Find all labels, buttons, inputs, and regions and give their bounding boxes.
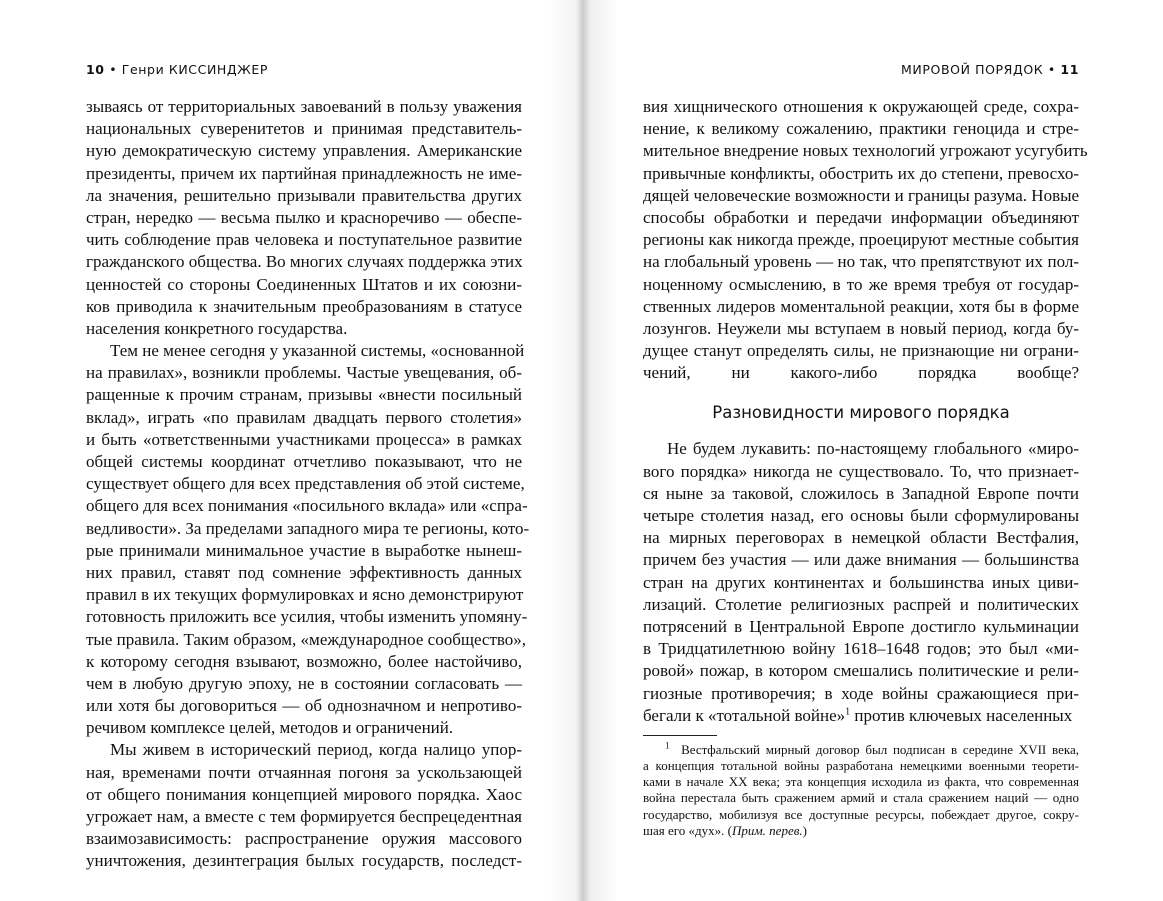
text-line: привычные конфликты, обострить их до степени, превосхо- <box>643 163 1079 183</box>
text-line: угрожает нам, а вместе с тем формируется беспрецедентная <box>86 807 522 826</box>
footnote-line: война перестала быть сражением армий и стала сражением наций — одно <box>643 790 1079 806</box>
text-line: ков приводила к значительным преобразованиям в статусе <box>86 296 522 316</box>
header-title: МИРОВОЙ ПОРЯДОК <box>901 62 1044 77</box>
text-line: и быть «ответственными участниками процесса» в рамках <box>86 429 522 449</box>
text-line: бегали к «тотальной войне»$^1$ против ключевых населенных <box>643 705 1073 725</box>
right-paragraph <box>643 96 1088 384</box>
text-line: ценностей со стороны Соединенных Штатов и их союзни- <box>86 274 522 294</box>
text-line: национальных суверенитетов и принимая представитель- <box>86 119 522 139</box>
section-heading: Разновидности мирового порядка <box>712 403 1010 423</box>
text-line: чить соблюдение прав человека и поступательное развитие <box>86 230 522 250</box>
left-page-number: 10 <box>86 62 105 77</box>
text-line: Не будем лукавить: по-настоящему глобального «миро- <box>667 439 1079 459</box>
footnote-line: государство, мобилизуя все доступные ресурсы, побеждает другое, сокру- <box>643 806 1079 822</box>
text-line: ную демократическую систему управления. Американские <box>86 141 522 161</box>
text-line: взаимозависимость: распространение оружия массового <box>86 829 522 849</box>
header-bullet: • <box>109 62 118 77</box>
text-line: потрясений в Центральной Европе достигло кульминации <box>643 616 1079 636</box>
right-body-text <box>643 96 1088 839</box>
footnote-line: а концепция тотальной войны разработана немецкими военными теорети- <box>643 758 1079 774</box>
text-line: регионы как никогда прежде, проецируют местные события <box>643 230 1079 250</box>
text-line: населения конкретного государства. <box>86 318 348 338</box>
footnote <box>643 742 1079 839</box>
text-line: к которому сегодня взывают, возможно, более настойчиво, <box>86 651 522 671</box>
header-bullet: • <box>1047 62 1056 77</box>
text-line: нение, к великому сожалению, практики геноцида и стре- <box>643 119 1079 139</box>
left-running-header <box>86 62 268 77</box>
text-line: стран на других континентах и большинства иных циви- <box>643 572 1079 592</box>
footnote-line: шая его «дух». (Прим. перев.) <box>643 822 807 838</box>
right-page-number: 11 <box>1060 62 1079 77</box>
text-line: ся ныне за таковой, сложилось в Западной Европе почти <box>643 483 1079 503</box>
text-line: зываясь от территориальных завоеваний в пользу уважения <box>86 97 522 116</box>
footnote-marker: 1 <box>665 740 670 751</box>
text-line: дящей человеческие возможности и границы разума. Новые <box>643 185 1080 205</box>
footnote-line: ками в начале XX века; эта концепция исходила из факта, что современная <box>643 774 1079 790</box>
header-author: Генри КИССИНДЖЕР <box>121 62 268 77</box>
text-line: лизаций. Столетие религиозных распрей и политических <box>643 594 1079 614</box>
text-line: на мирных переговорах в немецкой области Вестфалия, <box>643 528 1079 548</box>
text-line: ла значения, решительно призывали правительства других <box>86 185 522 205</box>
text-line: дущее станут определять силы, не признающие ни ограни- <box>643 341 1079 361</box>
text-line: причем без участия — или даже внимания — большинства <box>643 550 1079 570</box>
translator-note: Прим. перев. <box>731 822 803 838</box>
text-line: на правилах», возникли проблемы. Частые увещевания, об- <box>86 363 522 383</box>
text-line: готовность приложить все усилия, чтобы изменить упомяну- <box>86 607 528 627</box>
text-line: ственных лидеров моментальной реакции, хотя бы в форме <box>643 296 1079 316</box>
right-paragraph <box>643 438 1079 704</box>
text-line: них правил, ставят под сомнение эффективность данных <box>86 562 522 582</box>
text-line: Мы живем в исторический период, когда налицо упор- <box>110 740 522 760</box>
left-body-text <box>86 96 530 873</box>
text-line: ровой» пожар, в котором смешались политические и рели- <box>643 661 1079 681</box>
text-line: ноценному осмыслению, в то же время требуя от государ- <box>643 274 1079 294</box>
text-line: чем в любую другую эпоху, не в состоянии согласовать — <box>86 673 522 693</box>
text-line: способы обработки и передачи информации объединяют <box>643 207 1079 227</box>
text-line: на глобальный уровень — но так, что препятствуют их пол- <box>643 252 1079 272</box>
text-line: гиозные противоречия; в ходе войны сражающиеся при- <box>643 683 1079 703</box>
book-gutter <box>548 0 618 901</box>
text-line: ная, временами почти отчаянная погоня за ускользающей <box>86 762 522 782</box>
footnote-line: $^1$ Вестфальский мирный договор был подписан в середине XVII века, <box>665 740 1079 757</box>
text-line: правил в их текущих формулировках и ясно демонстрируют <box>86 585 524 605</box>
text-line: речивом комплексе целей, методов и ограничений. <box>86 718 454 738</box>
text-line: вого порядка» никогда не существовало. То, что признает- <box>643 461 1079 481</box>
text-line: президенты, причем их партийная принадлежность не име- <box>86 163 522 183</box>
text-line: уничтожения, дезинтеграция былых государств, последст- <box>86 851 522 871</box>
text-line: вия хищнического отношения к окружающей среде, сохра- <box>643 97 1079 116</box>
text-line: общего для всех понимания «посильного вклада» или «спра- <box>86 496 528 516</box>
text-line: лозунгов. Неужели мы вступаем в новый период, когда бу- <box>643 318 1079 338</box>
text-line: вклад», играть «по правилам двадцать первого столетия» <box>86 407 522 427</box>
text-line: от общего понимания концепцией мирового порядка. Хаос <box>86 784 522 804</box>
text-line: гражданского общества. Во многих случаях поддержка этих <box>86 252 523 272</box>
text-line: тые правила. Таким образом, «международное сообщество», <box>86 629 527 649</box>
text-line: или хотя бы договориться — об однозначном и непротиво- <box>86 696 522 716</box>
text-line: ращенные к прочим странам, призывы «внести посильный <box>86 385 522 405</box>
text-line: стран, нередко — весьма пылко и красноречиво — обеспе- <box>86 207 522 227</box>
right-running-header <box>901 62 1079 77</box>
text-line: в Тридцатилетнюю войну 1618–1648 годов; это был «ми- <box>643 639 1079 659</box>
text-line: общей системы координат отчетливо показывают, что не <box>86 452 522 471</box>
text-line: существует общего для всех представления об этой системе, <box>86 474 525 494</box>
text-line: четыре столетия назад, его основы были сформулированы <box>643 506 1079 525</box>
text-line: рые принимали минимальное участие в выработке нынеш- <box>86 540 522 560</box>
text-line: ведливости». За пределами западного мира те регионы, кото- <box>86 518 530 538</box>
text-line: Тем не менее сегодня у указанной системы, «основанной <box>110 341 525 361</box>
text-line: мительное внедрение новых технологий угрожают усугубить <box>643 141 1088 161</box>
footnote-divider <box>643 735 717 736</box>
text-line: чений, ни какого-либо порядка вообще? <box>643 363 1079 383</box>
footnote-reference: 1 <box>845 706 851 718</box>
